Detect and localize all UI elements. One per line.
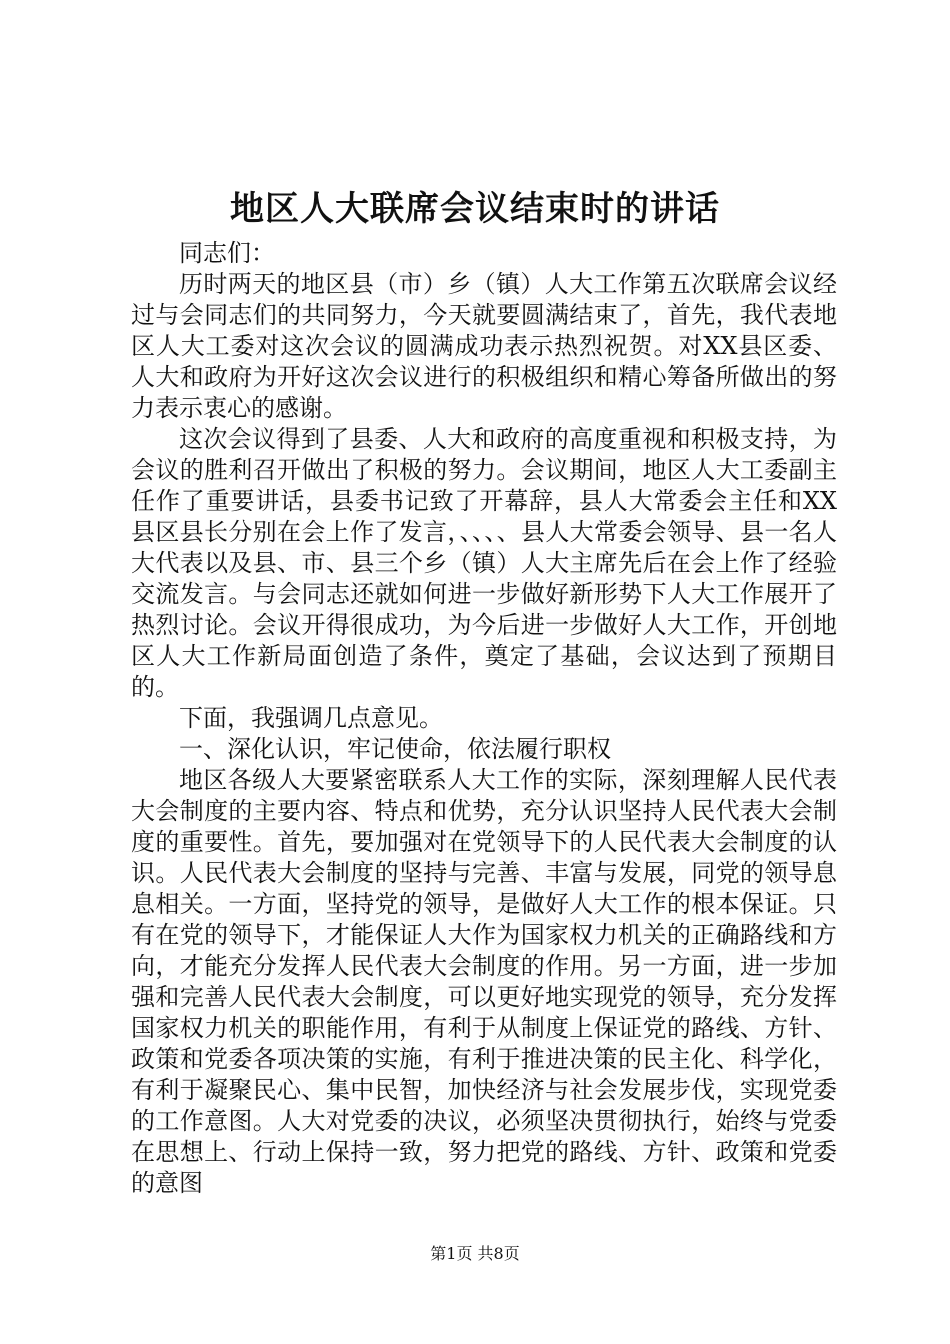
salutation-paragraph: 同志们： — [179, 239, 275, 267]
body-paragraph: 下面，我强调几点意见。 — [179, 704, 443, 732]
body-paragraph: 历时两天的地区县（市）乡（镇）人大工作第五次联席会议经过与会同志们的共同努力，今天就要圆满结束了，首先，我代表地区人大工委对这次会议的圆满成功表示热烈祝贺。对XX县区委、人大和政府为开好这次会议进行的积极组织和精心筹备所做出的努力表示衷心的感谢。 — [131, 270, 837, 422]
page-footer: 第1页 共8页 — [430, 1244, 520, 1263]
section-heading: 一、深化认识，牢记使命，依法履行职权 — [179, 735, 611, 763]
document-title: 地区人大联席会议结束时的讲话 — [230, 189, 720, 229]
body-paragraph: 这次会议得到了县委、人大和政府的高度重视和积极支持，为会议的胜利召开做出了积极的努力。会议期间，地区人大工委副主任作了重要讲话，县委书记致了开幕辞，县人大常委会主任和XX县区县长分别在会上作了发言，、、、、县人大常委会领导、县一名人大代表以及县、市、县三个乡（镇）人大主席先后在会上作了经验交流发言。与会同志还就如何进一步做好新形势下人大工作展开了热烈讨论。会议开得很成功，为今后进一步做好人大工作，开创地区人大工作新局面创造了条件，奠定了基础，会议达到了预期目的。 — [131, 425, 837, 701]
body-paragraph: 地区各级人大要紧密联系人大工作的实际，深刻理解人民代表大会制度的主要内容、特点和优势，充分认识坚持人民代表大会制度的重要性。首先，要加强对在党领导下的人民代表大会制度的认识。人民代表大会制度的坚持与完善、丰富与发展，同党的领导息息相关。一方面，坚持党的领导，是做好人大工作的根本保证。只有在党的领导下，才能保证人大作为国家权力机关的正确路线和方向，才能充分发挥人民代表大会制度的作用。另一方面，进一步加强和完善人民代表大会制度，可以更好地实现党的领导，充分发挥国家权力机关的职能作用，有利于从制度上保证党的路线、方针、政策和党委各项决策的实施，有利于推进决策的民主化、科学化，有利于凝聚民心、集中民智，加快经济与社会发展步伐，实现党委的工作意图。人大对党委的决议，必须坚决贯彻执行，始终与党委在思想上、行动上保持一致，努力把党的路线、方针、政策和党委的意图 — [131, 766, 837, 1197]
document-body — [131, 238, 837, 1199]
